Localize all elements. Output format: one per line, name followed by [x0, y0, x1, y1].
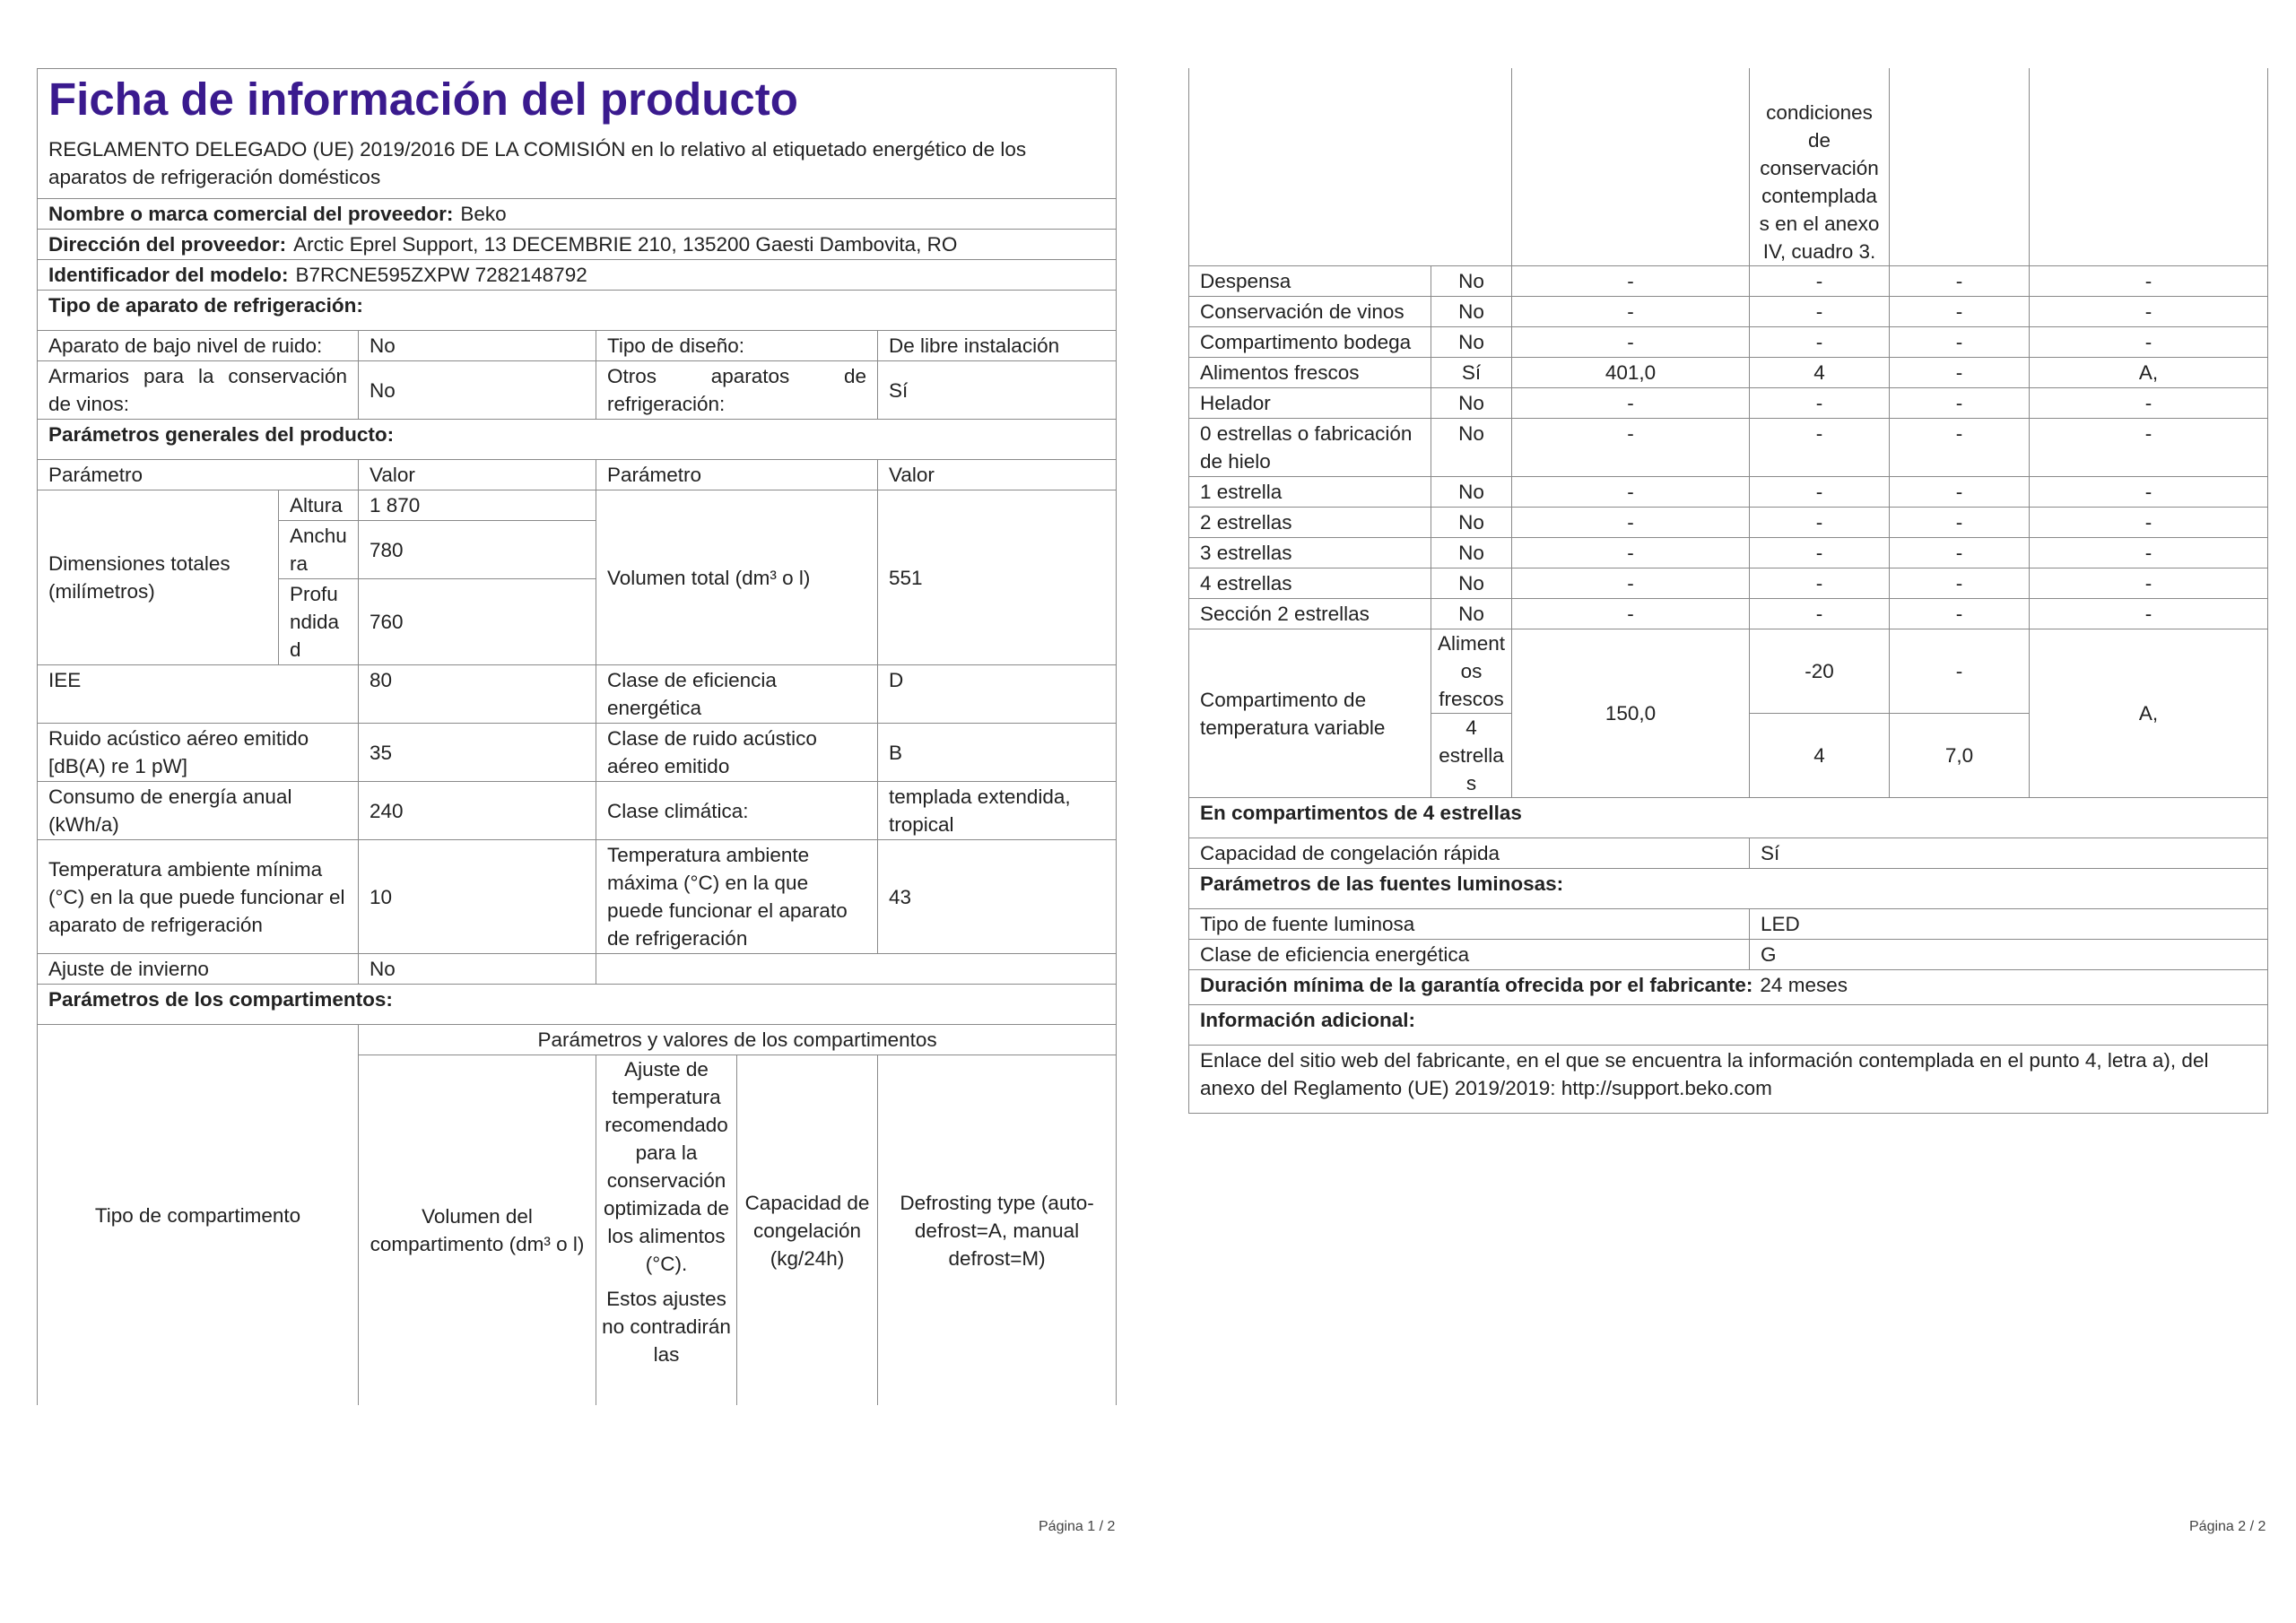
compartment-defrost: A,: [2030, 358, 2268, 388]
header-block: [38, 69, 1117, 199]
width-value: 780: [359, 521, 596, 579]
compartment-row: [1189, 477, 2268, 508]
min-temp-label: Temperatura ambiente mínima (°C) en la que puede funcionar el aparato de refrigeración: [38, 840, 359, 954]
compartment-volume: -: [1512, 568, 1750, 599]
page-2: [1188, 68, 2267, 1114]
compartment-name: 4 estrellas: [1189, 568, 1431, 599]
compartment-freeze: -: [1890, 419, 2030, 477]
compartment-defrost: -: [2030, 266, 2268, 297]
compartment-row: [1189, 327, 2268, 358]
additional-info-text: Enlace del sitio web del fabricante, en el que se encuentra la información contemplada en el punto 4, letra a), del anexo del Reglamento (UE) 2019/2019: http://support.beko.com: [1189, 1046, 2268, 1114]
compartment-temp: -: [1750, 327, 1890, 358]
compartment-defrost: -: [2030, 419, 2268, 477]
supplier-address-row: [38, 230, 1117, 260]
compartment-present: No: [1431, 508, 1512, 538]
col-value-2: Valor: [878, 460, 1117, 490]
compartment-present: Sí: [1431, 358, 1512, 388]
compartment-present: No: [1431, 477, 1512, 508]
col-param-2: Parámetro: [596, 460, 878, 490]
wine-cabinet-label: Armarios para la conservación de vinos:: [38, 361, 359, 420]
design-type-value: De libre instalación: [878, 331, 1117, 361]
col-param-1: Parámetro: [38, 460, 359, 490]
compartment-row: [1189, 388, 2268, 419]
compartment-defrost: -: [2030, 508, 2268, 538]
page-number-1: Página 1 / 2: [1039, 1519, 1116, 1534]
cont-empty-2: [1512, 68, 1750, 266]
compartment-present: No: [1431, 327, 1512, 358]
compartment-temp: -: [1750, 508, 1890, 538]
winter-setting-label: Ajuste de invierno: [38, 954, 359, 985]
variable-defrost: A,: [2030, 629, 2268, 798]
compartment-temp: -: [1750, 297, 1890, 327]
compartment-defrost: -: [2030, 568, 2268, 599]
compartment-name: 0 estrellas o fabricación de hielo: [1189, 419, 1431, 477]
variable-sub2-label: 4 estrellas: [1431, 714, 1512, 798]
height-value: 1 870: [359, 490, 596, 521]
variable-compartment-label: Compartimento de temperatura variable: [1189, 629, 1431, 798]
four-star-header: En compartimentos de 4 estrellas: [1189, 798, 2268, 838]
annual-energy-value: 240: [359, 782, 596, 840]
compartment-row: [1189, 419, 2268, 477]
compartment-freeze: -: [1890, 508, 2030, 538]
compartment-name: Sección 2 estrellas: [1189, 599, 1431, 629]
compartment-row: [1189, 568, 2268, 599]
col-temp-continued: condiciones de conservación contempladas en el anexo IV, cuadro 3.: [1750, 68, 1890, 266]
compartment-volume: 401,0: [1512, 358, 1750, 388]
total-volume-value: 551: [878, 490, 1117, 665]
product-info-table: [37, 68, 1117, 1405]
cont-empty-3: [1890, 68, 2030, 266]
supplier-name-value: Beko: [460, 203, 507, 225]
col-defrost-type: Defrosting type (auto-defrost=A, manual defrost=M): [878, 1055, 1117, 1406]
compartment-temp: -: [1750, 266, 1890, 297]
variable-sub2-temp: 4: [1750, 714, 1890, 798]
compartment-temp: -: [1750, 538, 1890, 568]
col-temp-part2: Estos ajustes no contradirán las: [602, 1288, 731, 1366]
compartment-temp: -: [1750, 388, 1890, 419]
climate-class-label: Clase climática:: [596, 782, 878, 840]
energy-class-label: Clase de eficiencia energética: [596, 665, 878, 724]
compartment-name: Despensa: [1189, 266, 1431, 297]
variable-sub1-freeze: -: [1890, 629, 2030, 714]
fast-freeze-label: Capacidad de congelación rápida: [1189, 838, 1750, 869]
compartment-present: No: [1431, 599, 1512, 629]
compartment-row: [1189, 358, 2268, 388]
compartment-freeze: -: [1890, 538, 2030, 568]
energy-class-value: D: [878, 665, 1117, 724]
wine-cabinet-value: No: [359, 361, 596, 420]
compartment-present: No: [1431, 297, 1512, 327]
compartment-present: No: [1431, 568, 1512, 599]
min-temp-value: 10: [359, 840, 596, 954]
cont-empty-1: [1189, 68, 1512, 266]
compartment-row: [1189, 599, 2268, 629]
supplier-name-row: [38, 199, 1117, 230]
low-noise-label: Aparato de bajo nivel de ruido:: [38, 331, 359, 361]
warranty-label: Duración mínima de la garantía ofrecida por el fabricante:: [1200, 974, 1753, 996]
compartment-volume: -: [1512, 599, 1750, 629]
light-type-label: Tipo de fuente luminosa: [1189, 909, 1750, 940]
compartment-temp: 4: [1750, 358, 1890, 388]
compartment-temp: -: [1750, 419, 1890, 477]
compartment-volume: -: [1512, 266, 1750, 297]
variable-sub1-label: Alimentos frescos: [1431, 629, 1512, 714]
compartment-volume: -: [1512, 327, 1750, 358]
noise-class-label: Clase de ruido acústico aéreo emitido: [596, 724, 878, 782]
height-label: Altura: [279, 490, 359, 521]
compartment-row: [1189, 297, 2268, 327]
compartment-name: 2 estrellas: [1189, 508, 1431, 538]
width-label: Anchura: [279, 521, 359, 579]
compartment-temp: -: [1750, 568, 1890, 599]
fast-freeze-value: Sí: [1750, 838, 2268, 869]
max-temp-value: 43: [878, 840, 1117, 954]
appliance-type-header: Tipo de aparato de refrigeración:: [38, 291, 1117, 331]
other-appliance-value: Sí: [878, 361, 1117, 420]
compartment-row: [1189, 538, 2268, 568]
compartment-volume: -: [1512, 297, 1750, 327]
compartment-name: Alimentos frescos: [1189, 358, 1431, 388]
light-class-value: G: [1750, 940, 2268, 970]
light-params-header: Parámetros de las fuentes luminosas:: [1189, 869, 2268, 909]
col-temp-part1: Ajuste de temperatura recomendado para la conservación optimizada de los alimentos (°C).: [603, 1058, 730, 1275]
other-appliance-label: Otros aparatos de refrigeración:: [596, 361, 878, 420]
compartment-volume: -: [1512, 477, 1750, 508]
compartment-volume: -: [1512, 388, 1750, 419]
compartment-name: 1 estrella: [1189, 477, 1431, 508]
additional-info-header: Información adicional:: [1189, 1005, 2268, 1046]
cont-empty-4: [2030, 68, 2268, 266]
page-1: [37, 68, 1116, 1405]
compartment-name: Helador: [1189, 388, 1431, 419]
compartment-rows: [1189, 266, 2268, 629]
climate-class-value: templada extendida, tropical: [878, 782, 1117, 840]
total-volume-label: Volumen total (dm³ o l): [596, 490, 878, 665]
compartment-freeze: -: [1890, 599, 2030, 629]
depth-label: Profundidad: [279, 579, 359, 665]
eei-value: 80: [359, 665, 596, 724]
design-type-label: Tipo de diseño:: [596, 331, 878, 361]
compartment-defrost: -: [2030, 599, 2268, 629]
page-number-2: Página 2 / 2: [2189, 1519, 2266, 1534]
model-id-row: [38, 260, 1117, 291]
compartment-freeze: -: [1890, 388, 2030, 419]
supplier-name-label: Nombre o marca comercial del proveedor:: [48, 203, 454, 225]
warranty-row: [1189, 970, 2268, 1005]
compartment-defrost: -: [2030, 327, 2268, 358]
compartment-name: Compartimento bodega: [1189, 327, 1431, 358]
compartment-defrost: -: [2030, 538, 2268, 568]
col-freezing-capacity: Capacidad de congelación (kg/24h): [737, 1055, 878, 1406]
variable-volume: 150,0: [1512, 629, 1750, 798]
winter-setting-value: No: [359, 954, 596, 985]
compartment-row: [1189, 508, 2268, 538]
compartment-present: No: [1431, 388, 1512, 419]
variable-sub2-freeze: 7,0: [1890, 714, 2030, 798]
compartment-temp: -: [1750, 599, 1890, 629]
low-noise-value: No: [359, 331, 596, 361]
supplier-address-label: Dirección del proveedor:: [48, 233, 287, 256]
dimensions-label: Dimensiones totales (milímetros): [38, 490, 279, 665]
light-class-label: Clase de eficiencia energética: [1189, 940, 1750, 970]
compartment-freeze: -: [1890, 568, 2030, 599]
depth-value: 760: [359, 579, 596, 665]
compartment-defrost: -: [2030, 388, 2268, 419]
model-id-value: B7RCNE595ZXPW 7282148792: [295, 264, 587, 286]
col-value-1: Valor: [359, 460, 596, 490]
col-recommended-temp: [596, 1055, 737, 1406]
compartment-freeze: -: [1890, 266, 2030, 297]
compartment-defrost: -: [2030, 297, 2268, 327]
eei-label: IEE: [38, 665, 359, 724]
compartment-present: No: [1431, 266, 1512, 297]
compartment-temp: -: [1750, 477, 1890, 508]
light-type-value: LED: [1750, 909, 2268, 940]
warranty-value: 24 meses: [1760, 974, 1848, 996]
compartment-defrost: -: [2030, 477, 2268, 508]
compartment-volume: -: [1512, 508, 1750, 538]
annual-energy-label: Consumo de energía anual (kWh/a): [38, 782, 359, 840]
noise-class-value: B: [878, 724, 1117, 782]
compartment-volume: -: [1512, 538, 1750, 568]
variable-sub1-temp: -20: [1750, 629, 1890, 714]
supplier-address-value: Arctic Eprel Support, 13 DECEMBRIE 210, 135200 Gaesti Dambovita, RO: [293, 233, 958, 256]
compartment-params-header: Parámetros de los compartimentos:: [38, 985, 1117, 1025]
general-params-header: Parámetros generales del producto:: [38, 420, 1117, 460]
empty-cell: [596, 954, 1117, 985]
compartment-group-header: Parámetros y valores de los compartimentos: [359, 1025, 1117, 1055]
compartment-freeze: -: [1890, 358, 2030, 388]
compartment-freeze: -: [1890, 327, 2030, 358]
regulation-text: REGLAMENTO DELEGADO (UE) 2019/2016 DE LA COMISIÓN en lo relativo al etiquetado energético de los aparatos de refrigeración domésticos: [48, 138, 1027, 188]
compartment-freeze: -: [1890, 297, 2030, 327]
col-compartment-volume: Volumen del compartimento (dm³ o l): [359, 1055, 596, 1406]
compartments-table: [1188, 68, 2268, 1114]
document-title: Ficha de información del producto: [48, 74, 798, 125]
compartment-freeze: -: [1890, 477, 2030, 508]
compartment-volume: -: [1512, 419, 1750, 477]
col-compartment-type: Tipo de compartimento: [38, 1025, 359, 1406]
compartment-name: Conservación de vinos: [1189, 297, 1431, 327]
noise-value: 35: [359, 724, 596, 782]
compartment-present: No: [1431, 538, 1512, 568]
compartment-row: [1189, 266, 2268, 297]
max-temp-label: Temperatura ambiente máxima (°C) en la que puede funcionar el aparato de refrigeración: [596, 840, 878, 954]
model-id-label: Identificador del modelo:: [48, 264, 289, 286]
noise-label: Ruido acústico aéreo emitido [dB(A) re 1 pW]: [38, 724, 359, 782]
compartment-name: 3 estrellas: [1189, 538, 1431, 568]
compartment-present: No: [1431, 419, 1512, 477]
